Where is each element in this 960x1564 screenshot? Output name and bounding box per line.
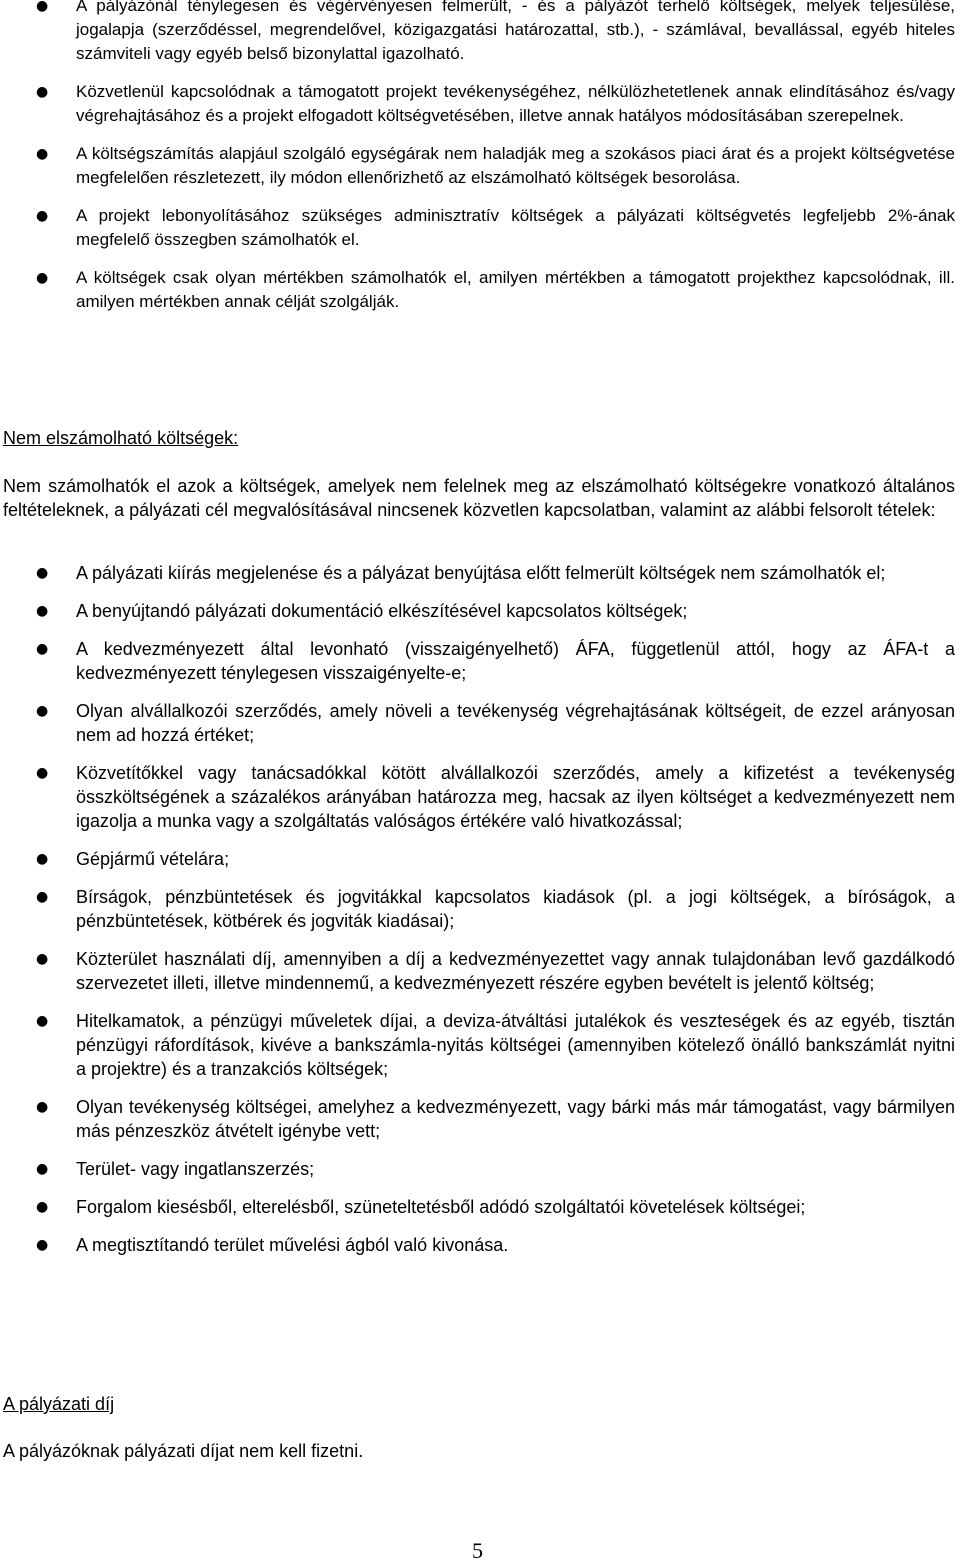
list-item — [0, 599, 955, 623]
list-item — [0, 699, 955, 747]
list-item — [0, 266, 955, 314]
list-item — [0, 885, 955, 933]
list-item-text: A pályázati kiírás megjelenése és a pályázat benyújtása előtt felmerült költségek nem számolhatók el; — [76, 563, 886, 583]
page-number: 5 — [472, 1538, 483, 1563]
list-item-text: Hitelkamatok, a pénzügyi műveletek díjai, a deviza-átváltási jutalékok és veszteségek és az egyéb, tisztán pénzügyi ráfordítások, kivéve a bankszámla-nyitás költségei (amennyiben kötelező önálló bankszámlát nyitni a projektre) és a tranzakciós költségek; — [76, 1011, 955, 1079]
bullet-icon: ● — [36, 889, 49, 905]
list-item — [0, 561, 955, 585]
list-item-text: A projekt lebonyolításához szükséges adminisztratív költségek a pályázati költségvetés legfeljebb 2%-ának megfelelő összegben számolhatók el. — [76, 206, 955, 249]
bullet-icon: ● — [36, 1099, 49, 1115]
bullet-icon: ● — [36, 641, 49, 657]
bullet-icon: ● — [36, 1161, 49, 1177]
bullet-icon: ● — [36, 765, 49, 781]
bullet-icon: ● — [36, 603, 49, 619]
list-item-text: Bírságok, pénzbüntetések és jogvitákkal kapcsolatos kiadások (pl. a jogi költségek, a bíróságok, a pénzbüntetések, kötbérek és jogviták kiadásai); — [76, 887, 955, 931]
list-item — [0, 637, 955, 685]
non-eligible-costs-list — [0, 561, 955, 1271]
list-item-text: A benyújtandó pályázati dokumentáció elkészítésével kapcsolatos költségek; — [76, 601, 688, 621]
bullet-icon: ● — [36, 1013, 49, 1029]
list-item-text: Terület- vagy ingatlanszerzés; — [76, 1159, 315, 1179]
list-item — [0, 1233, 955, 1257]
bullet-icon: ● — [36, 270, 49, 286]
bullet-icon: ● — [36, 84, 49, 100]
list-item-text: A pályázónál ténylegesen és végérvényesen felmerült, - és a pályázót terhelő költségek, melyek teljesülése, jogalapja (szerződéssel, megrendelővel, közigazgatási határozattal, stb.), - számlával, bevallással, egyéb hiteles számviteli vagy egyéb belső bizonylattal igazolható. — [76, 0, 955, 63]
list-item-text: Olyan tevékenység költségei, amelyhez a kedvezményezett, vagy bárki más már támogatást, vagy bármilyen más pénzeszköz átvételt igénybe vett; — [76, 1097, 955, 1141]
list-item — [0, 947, 955, 995]
bullet-icon: ● — [36, 208, 49, 224]
list-item-text: Olyan alvállalkozói szerződés, amely növeli a tevékenység végrehajtásának költségeit, de ezzel arányosan nem ad hozzá értéket; — [76, 701, 955, 745]
list-item-text: Közterület használati díj, amennyiben a díj a kedvezményezettet vagy annak tulajdonában levő gazdálkodó szervezetet illeti, illetve mindennemű, a kedvezményezett részére egyben bevételt is jelentő költség; — [76, 949, 955, 993]
list-item — [0, 80, 955, 128]
bullet-icon: ● — [36, 703, 49, 719]
bullet-icon: ● — [36, 951, 49, 967]
list-item-text: Közvetlenül kapcsolódnak a támogatott projekt tevékenységéhez, nélkülözhetetlenek annak elindításához és/vagy végrehajtásához és a projekt elfogadott költségvetésében, illetve annak hatályos módosításában szerepelnek. — [76, 82, 955, 125]
bullet-icon: ● — [36, 851, 49, 867]
list-item-text: A megtisztítandó terület művelési ágból való kivonása. — [76, 1235, 509, 1255]
fee-paragraph: A pályázóknak pályázati díjat nem kell fizetni. — [3, 1441, 364, 1461]
list-item-text: Gépjármű vételára; — [76, 849, 230, 869]
list-item — [0, 0, 955, 66]
bullet-icon: ● — [36, 0, 49, 14]
list-item — [0, 142, 955, 190]
list-item-text: A kedvezményezett által levonható (visszaigényelhető) ÁFA, függetlenül attól, hogy az ÁFA-t a kedvezményezett ténylegesen visszaigényelte-e; — [76, 639, 955, 683]
list-item — [0, 847, 955, 871]
list-item — [0, 204, 955, 252]
list-item-text: Forgalom kiesésből, elterelésből, szüneteltetésből adódó szolgáltatói követelések költségei; — [76, 1197, 806, 1217]
list-item — [0, 1195, 955, 1219]
list-item-text: Közvetítőkkel vagy tanácsadókkal kötött alvállalkozói szerződés, amely a kifizetést a tevékenység összköltségének a százalékos arányában határozza meg, hacsak az ilyen költséget a kedvezményezett nem igazolja a munka vagy a szolgáltatás valóságos értékére való hivatkozással; — [76, 763, 955, 831]
eligible-criteria-list — [0, 0, 955, 328]
list-item — [0, 1095, 955, 1143]
list-item — [0, 761, 955, 833]
list-item-text: A költségszámítás alapjául szolgáló egységárak nem haladják meg a szokásos piaci árat és a projekt költségvetése megfelelően részletezett, ily módon ellenőrizhető az elszámolható költségek besorolása. — [76, 144, 955, 187]
section-heading-fee: A pályázati díj — [3, 1394, 115, 1414]
section-heading-non-eligible: Nem elszámolható költségek: — [3, 428, 239, 448]
bullet-icon: ● — [36, 146, 49, 162]
list-item — [0, 1157, 955, 1181]
bullet-icon: ● — [36, 1237, 49, 1253]
bullet-icon: ● — [36, 1199, 49, 1215]
section-intro-paragraph: Nem számolhatók el azok a költségek, amelyek nem felelnek meg az elszámolható költségekre vonatkozó általános feltételeknek, a pályázati cél megvalósításával nincsenek közvetlen kapcsolatban, valamint az alábbi felsorolt tételek: — [3, 476, 955, 520]
bullet-icon: ● — [36, 565, 49, 581]
list-item-text: A költségek csak olyan mértékben számolhatók el, amilyen mértékben a támogatott projekthez kapcsolódnak, ill. amilyen mértékben annak célját szolgálják. — [76, 268, 955, 311]
list-item — [0, 1009, 955, 1081]
